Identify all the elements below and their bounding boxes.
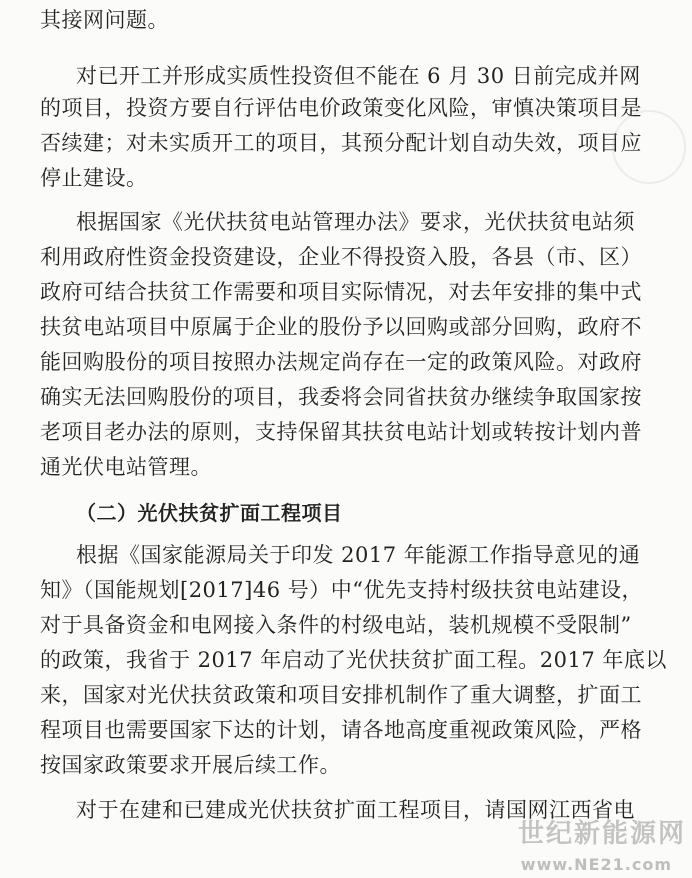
text-line: 停止建设。 [40,166,148,190]
text-line: 政府可结合扶贫工作需要和项目实际情况，对去年安排的集中式 [40,280,642,304]
text-line: 否续建；对未实质开工的项目，其预分配计划自动失效，项目应 [40,131,642,155]
text-line: 能回购股份的项目按照办法规定尚存在一定的政策风险。对政府 [40,350,642,374]
text-line: 对于在建和已建成光伏扶贫扩面工程项目，请国网江西省电 [76,798,635,822]
text-line: 的政策，我省于 2017 年启动了光伏扶贫扩面工程。2017 年底以 [40,648,667,672]
watermark-text: 世纪新能源网 [517,819,686,849]
text-line: 对于具备资金和电网接入条件的村级电站，装机规模不受限制” [40,613,632,637]
text-line: 利用政府性资金投资建设，企业不得投资入股，各县（市、区） [40,245,642,269]
watermark-url: www.NE21.com [520,855,672,874]
text-line: 老项目老办法的原则，支持保留其扶贫电站计划或转按计划内普 [40,420,642,444]
text-line: 知》（国能规划[2017]46 号）中“优先支持村级扶贫电站建设， [40,578,643,602]
text-line: 其接网问题。 [40,8,169,32]
text-line: 确实无法回购股份的项目，我委将会同省扶贫办继续争取国家按 [40,385,642,409]
text-line: 根据《国家能源局关于印发 2017 年能源工作指导意见的通 [76,543,641,567]
text-line: 按国家政策要求开展后续工作。 [40,753,341,777]
text-line: 扶贫电站项目中原属于企业的股份予以回购或部分回购，政府不 [40,315,642,339]
faint-seal-mark [612,110,686,184]
text-line: 对已开工并形成实质性投资但不能在 6 月 30 日前完成并网 [76,64,641,88]
section-heading: （二）光伏扶贫扩面工程项目 [76,501,343,525]
text-line: 程项目也需要国家下达的计划，请各地高度重视政策风险，严格 [40,718,642,742]
text-line: 根据国家《光伏扶贫电站管理办法》要求，光伏扶贫电站须 [76,210,635,234]
text-line: 的项目，投资方要自行评估电价政策变化风险，审慎决策项目是 [40,96,642,120]
text-line: 通光伏电站管理。 [40,455,212,479]
text-line: 来，国家对光伏扶贫政策和项目安排机制作了重大调整，扩面工 [40,683,642,707]
